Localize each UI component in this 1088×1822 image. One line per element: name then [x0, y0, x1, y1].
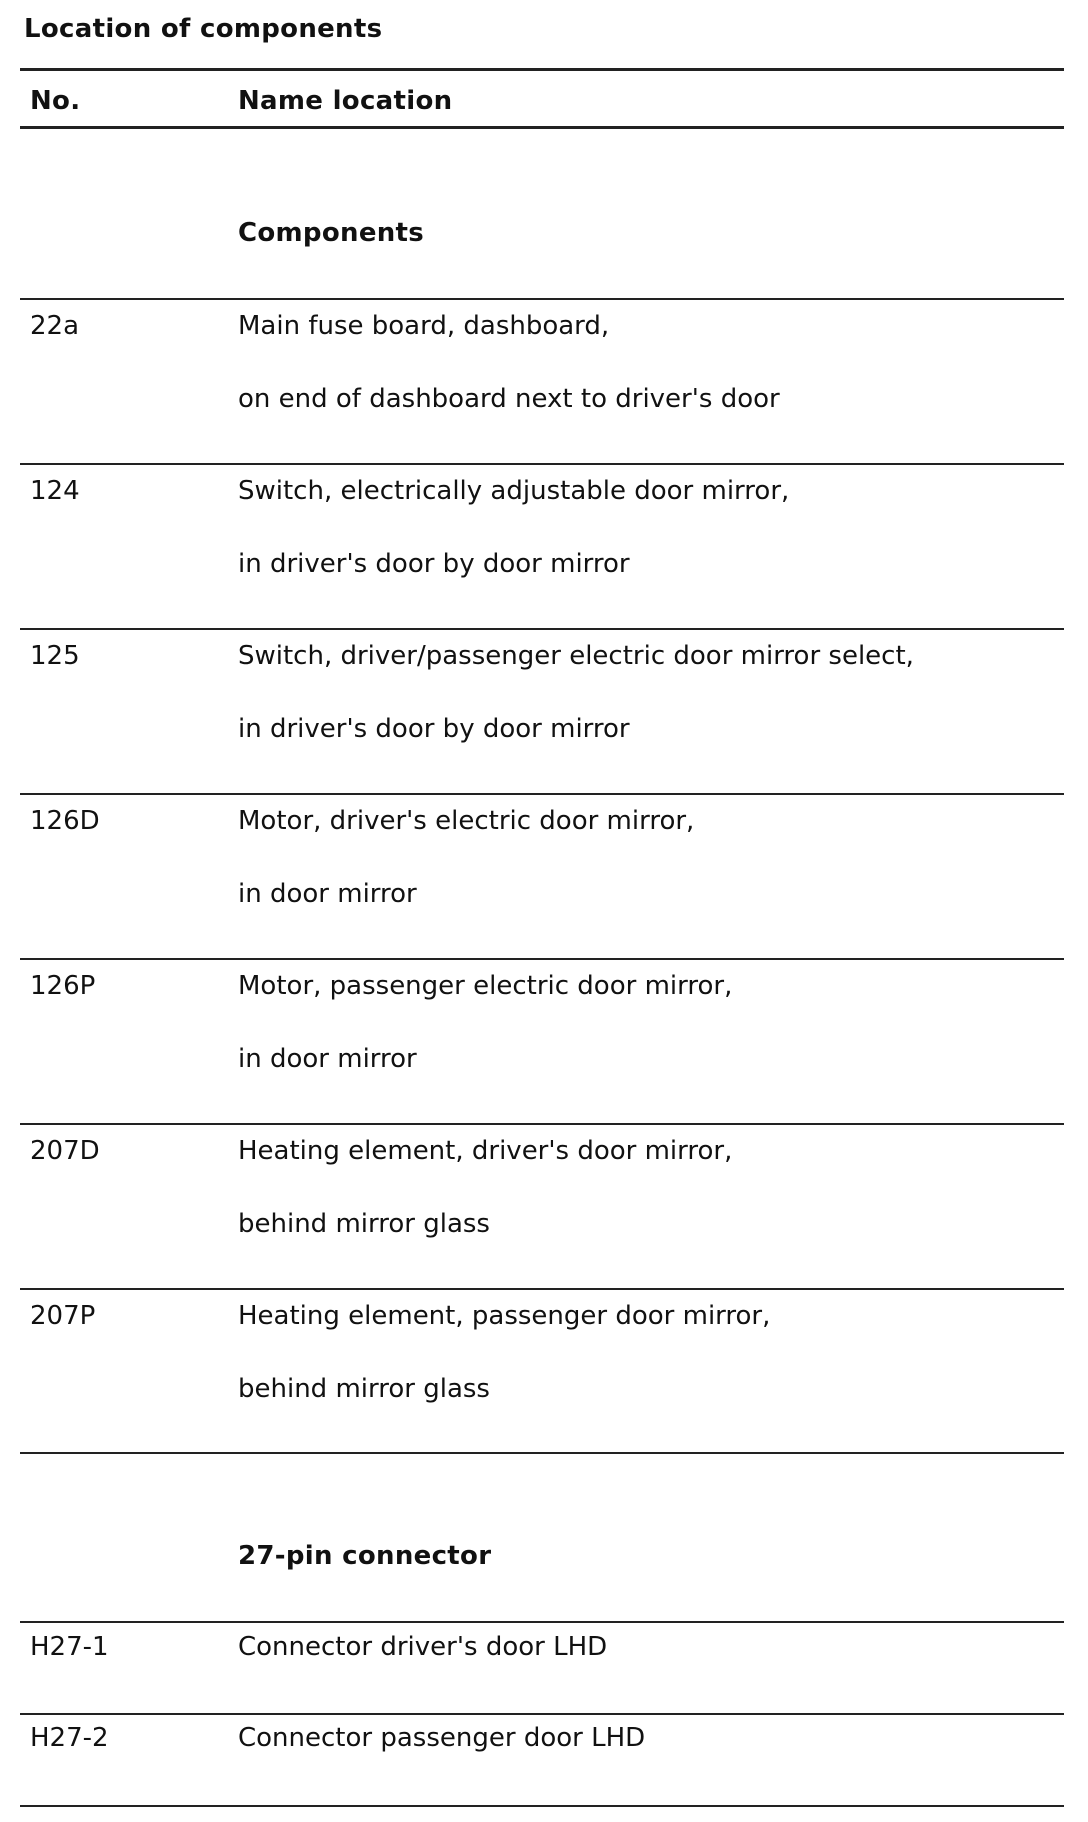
row-divider [20, 793, 1064, 795]
connector-name: Connector passenger door LHD [238, 1723, 646, 1753]
section-title-27-pin-connector: 27-pin connector [238, 1541, 492, 1571]
row-divider [20, 1621, 1064, 1623]
component-name: Motor, driver's electric door mirror, [238, 806, 695, 836]
component-number: 126D [30, 806, 100, 836]
component-location: behind mirror glass [238, 1209, 490, 1239]
row-divider [20, 1288, 1064, 1290]
component-number: 124 [30, 476, 80, 506]
component-name: Heating element, passenger door mirror, [238, 1301, 771, 1331]
row-divider [20, 1123, 1064, 1125]
component-name: Switch, driver/passenger electric door mirror select, [238, 641, 914, 671]
component-location: in driver's door by door mirror [238, 549, 630, 579]
row-divider [20, 463, 1064, 465]
component-number: 207P [30, 1301, 96, 1331]
component-location: behind mirror glass [238, 1374, 490, 1404]
component-location: on end of dashboard next to driver's door [238, 384, 780, 414]
column-header-no: No. [30, 86, 81, 116]
row-divider [20, 628, 1064, 630]
component-number: 125 [30, 641, 80, 671]
connector-number: H27-2 [30, 1723, 109, 1753]
component-location: in door mirror [238, 1044, 417, 1074]
component-name: Main fuse board, dashboard, [238, 311, 610, 341]
row-divider [20, 958, 1064, 960]
row-divider [20, 298, 1064, 300]
component-number: 126P [30, 971, 96, 1001]
component-name: Switch, electrically adjustable door mirror, [238, 476, 790, 506]
connector-name: Connector driver's door LHD [238, 1632, 608, 1662]
page-title: Location of components [24, 14, 383, 44]
table-bottom-rule [20, 1805, 1064, 1807]
component-number: 22a [30, 311, 80, 341]
column-header-name-location: Name location [238, 86, 453, 116]
component-location: in door mirror [238, 879, 417, 909]
section-title-components: Components [238, 218, 425, 248]
component-name: Heating element, driver's door mirror, [238, 1136, 733, 1166]
component-number: 207D [30, 1136, 100, 1166]
section-divider [20, 1452, 1064, 1454]
header-top-rule [20, 68, 1064, 71]
component-location: in driver's door by door mirror [238, 714, 630, 744]
row-divider [20, 1713, 1064, 1715]
connector-number: H27-1 [30, 1632, 109, 1662]
header-bottom-rule [20, 126, 1064, 129]
component-name: Motor, passenger electric door mirror, [238, 971, 733, 1001]
